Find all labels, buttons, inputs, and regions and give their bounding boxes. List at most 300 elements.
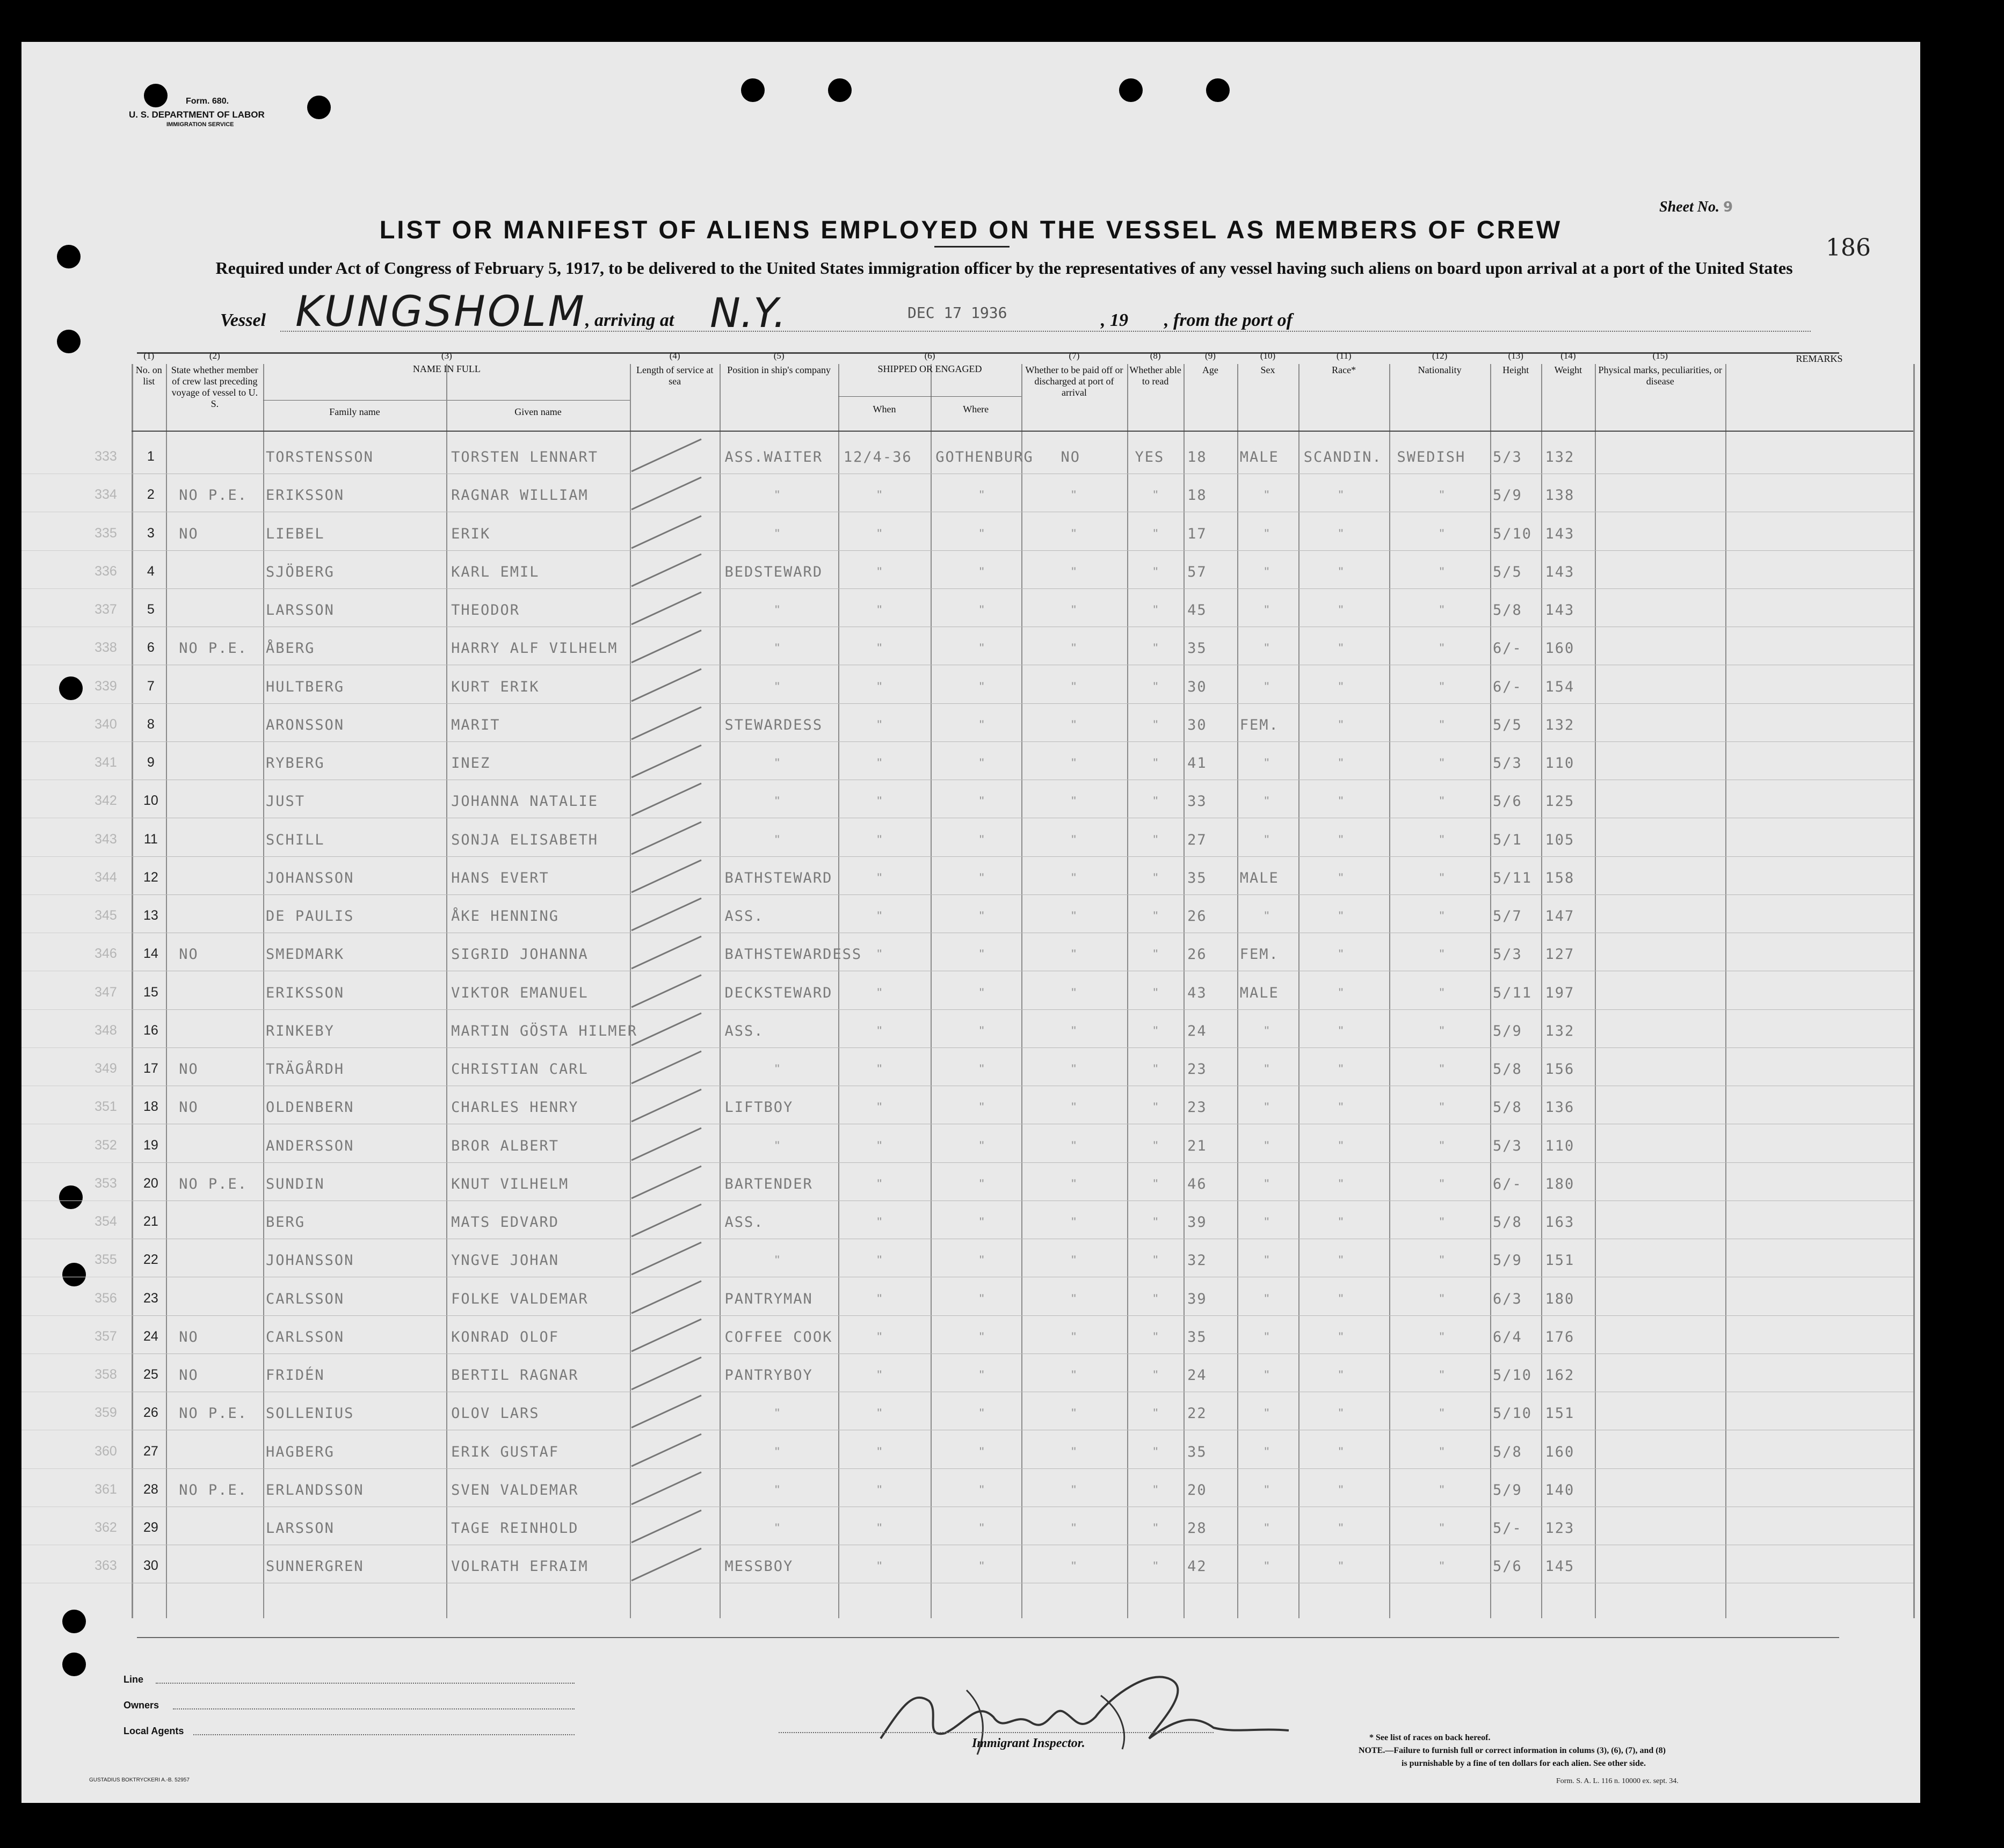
position: ASS.	[724, 1022, 764, 1039]
sex: FEM.	[1239, 946, 1279, 963]
punch-hole	[307, 96, 331, 119]
position-ditto: "	[775, 756, 780, 771]
height: 5/8	[1492, 602, 1522, 619]
line-number: 339	[95, 678, 117, 694]
given-name: OLOV LARS	[451, 1405, 540, 1422]
paid-ditto: "	[1071, 1406, 1076, 1421]
nationality-ditto: "	[1439, 909, 1444, 924]
read-ditto: "	[1153, 1368, 1158, 1383]
nationality-ditto: "	[1439, 1291, 1444, 1306]
local-agents-label: Local Agents	[124, 1726, 184, 1736]
column-number: (4)	[669, 351, 680, 361]
age: 42	[1187, 1558, 1207, 1575]
margin-rule	[21, 1047, 132, 1048]
age: 18	[1187, 487, 1207, 504]
sex-ditto: "	[1264, 1444, 1269, 1459]
line-number: 363	[95, 1558, 117, 1574]
line-number: 335	[95, 525, 117, 541]
position: ASS.	[724, 1214, 764, 1231]
family-name: ERLANDSSON	[266, 1481, 364, 1498]
row-number: 16	[143, 1022, 158, 1038]
given-name: SONJA ELISABETH	[451, 831, 599, 848]
nationality-ditto: "	[1439, 1559, 1444, 1574]
given-name: YNGVE JOHAN	[451, 1252, 559, 1269]
paid-ditto: "	[1071, 1176, 1076, 1191]
local-agents-field	[193, 1734, 575, 1735]
column-number: (5)	[773, 351, 785, 361]
punch-hole	[62, 1653, 86, 1676]
where-ditto: "	[979, 1215, 984, 1230]
date-stamp: DEC 17 1936	[907, 304, 1007, 322]
paid-ditto: "	[1071, 1559, 1076, 1574]
paid-ditto: "	[1071, 1329, 1076, 1344]
family-name: RYBERG	[266, 755, 325, 772]
when-ditto: "	[877, 526, 882, 541]
race-ditto: "	[1338, 1521, 1344, 1536]
where-ditto: "	[979, 641, 984, 656]
height: 5/-	[1492, 1520, 1522, 1537]
read-ditto: "	[1153, 1329, 1158, 1344]
column-label: Whether able to read	[1129, 365, 1181, 387]
position-ditto: "	[775, 603, 780, 618]
position-ditto: "	[775, 1406, 780, 1421]
race-ditto: "	[1338, 603, 1344, 618]
punch-hole	[741, 78, 765, 102]
service-name: IMMIGRATION SERVICE	[166, 121, 234, 128]
height: 5/6	[1492, 793, 1522, 810]
column-number: (3)	[441, 351, 452, 361]
when-ditto: "	[877, 1368, 882, 1383]
paid-ditto: "	[1071, 488, 1076, 503]
weight: 180	[1545, 1290, 1575, 1307]
weight: 180	[1545, 1175, 1575, 1192]
line-number: 354	[95, 1214, 117, 1229]
row-number: 9	[147, 755, 155, 770]
row-number: 1	[147, 449, 155, 464]
when-ditto: "	[877, 564, 882, 579]
age: 26	[1187, 946, 1207, 963]
race-ditto: "	[1338, 1329, 1344, 1344]
height: 5/9	[1492, 487, 1522, 504]
race-ditto: "	[1338, 641, 1344, 656]
row-number: 20	[143, 1175, 158, 1191]
where-ditto: "	[979, 909, 984, 924]
position: LIFTBOY	[724, 1099, 794, 1116]
column-subheader: When	[873, 404, 896, 415]
family-name: ERIKSSON	[266, 487, 345, 504]
line-number: 343	[95, 831, 117, 847]
row-number: 10	[143, 793, 158, 809]
service-slash	[626, 778, 707, 821]
height: 6/3	[1492, 1290, 1522, 1307]
sex-ditto: "	[1264, 794, 1269, 809]
age: 43	[1187, 984, 1207, 1001]
read-ditto: "	[1153, 1559, 1158, 1574]
column-label: Weight	[1554, 365, 1582, 376]
sheet-number	[1659, 199, 1733, 216]
prev-voyage: NO	[179, 1061, 199, 1078]
height: 5/10	[1492, 1367, 1532, 1384]
sex-ditto: "	[1264, 1253, 1269, 1268]
prev-voyage: NO	[179, 946, 199, 963]
when-ditto: "	[877, 1100, 882, 1115]
paid-ditto: "	[1071, 1291, 1076, 1306]
column-header	[1022, 350, 1127, 398]
owners-field	[173, 1708, 575, 1709]
sex: MALE	[1239, 984, 1279, 1001]
family-name: ARONSSON	[266, 716, 345, 733]
family-name: ÅBERG	[266, 640, 315, 657]
given-name: KNUT VILHELM	[451, 1175, 569, 1192]
margin-rule	[21, 588, 132, 589]
position: BARTENDER	[724, 1175, 813, 1192]
punch-hole	[1206, 78, 1230, 102]
weight: 138	[1545, 487, 1575, 504]
page-number: 186	[1826, 234, 1871, 261]
height: 6/-	[1492, 1175, 1522, 1192]
service-slash	[626, 472, 707, 515]
service-slash	[626, 740, 707, 783]
race-ditto: "	[1338, 1368, 1344, 1383]
given-name: HARRY ALF VILHELM	[451, 640, 618, 657]
line-number: 357	[95, 1328, 117, 1344]
when-ditto: "	[877, 1215, 882, 1230]
where-ditto: "	[979, 756, 984, 771]
margin-rule	[21, 1162, 132, 1163]
sex-ditto: "	[1264, 1559, 1269, 1574]
nationality-ditto: "	[1439, 1329, 1444, 1344]
race-ditto: "	[1338, 1559, 1344, 1574]
age: 24	[1187, 1367, 1207, 1384]
where-ditto: "	[979, 1253, 984, 1268]
height: 5/9	[1492, 1022, 1522, 1039]
race-ditto: "	[1338, 564, 1344, 579]
row-rule	[132, 1468, 1913, 1469]
race-ditto: "	[1338, 870, 1344, 885]
line-number: 353	[95, 1175, 117, 1191]
paid-ditto: "	[1071, 1062, 1076, 1077]
family-name: FRIDÉN	[266, 1367, 325, 1384]
race-footnote: * See list of races on back hereof.	[1369, 1733, 1491, 1742]
column-number: (1)	[143, 351, 155, 361]
age: 23	[1187, 1099, 1207, 1116]
row-rule	[132, 894, 1913, 895]
printer-mark: GUSTADIUS BOKTRYCKERI A.-B. 52957	[89, 1777, 190, 1783]
age: 21	[1187, 1137, 1207, 1154]
row-number: 17	[143, 1061, 158, 1076]
sex-ditto: "	[1264, 679, 1269, 694]
read-ditto: "	[1153, 832, 1158, 847]
paid-ditto: "	[1071, 603, 1076, 618]
nationality-ditto: "	[1439, 526, 1444, 541]
sex-ditto: "	[1264, 1215, 1269, 1230]
age: 22	[1187, 1405, 1207, 1422]
where-ditto: "	[979, 870, 984, 885]
sheet-value: 9	[1723, 199, 1733, 215]
given-name: MARTIN GÖSTA HILMER	[451, 1022, 638, 1039]
weight: 151	[1545, 1252, 1575, 1269]
column-number: (15)	[1652, 351, 1668, 361]
line-number: 352	[95, 1137, 117, 1153]
when-ditto: "	[877, 488, 882, 503]
column-label: SHIPPED OR ENGAGED	[877, 363, 982, 375]
service-slash	[626, 702, 707, 745]
given-name: INEZ	[451, 755, 491, 772]
line-number: 333	[95, 449, 117, 464]
height: 5/6	[1492, 1558, 1522, 1575]
nationality-ditto: "	[1439, 870, 1444, 885]
line-number: 337	[95, 602, 117, 617]
sex-ditto: "	[1264, 1176, 1269, 1191]
margin-rule	[21, 856, 132, 857]
when-ditto: "	[877, 1138, 882, 1153]
where-ditto: "	[979, 526, 984, 541]
manifest-sheet	[21, 42, 1920, 1803]
given-name: ÅKE HENNING	[451, 908, 559, 925]
weight: 158	[1545, 869, 1575, 886]
height: 5/3	[1492, 946, 1522, 963]
paid-ditto: "	[1071, 909, 1076, 924]
prev-voyage: NO	[179, 1367, 199, 1384]
position: BATHSTEWARD	[724, 869, 833, 886]
race: SCANDIN.	[1303, 449, 1382, 466]
service-slash	[626, 1276, 707, 1319]
when-ditto: "	[877, 947, 882, 962]
family-name: DE PAULIS	[266, 908, 354, 925]
paid-ditto: "	[1071, 832, 1076, 847]
service-slash	[626, 1237, 707, 1280]
where-ditto: "	[979, 1138, 984, 1153]
height: 5/10	[1492, 1405, 1532, 1422]
department-name: U. S. DEPARTMENT OF LABOR	[129, 110, 265, 120]
sheet-label: Sheet No.	[1659, 199, 1719, 215]
where-ditto: "	[979, 947, 984, 962]
row-rule	[132, 1009, 1913, 1010]
read-ditto: "	[1153, 679, 1158, 694]
weight: 105	[1545, 831, 1575, 848]
line-number: 355	[95, 1252, 117, 1268]
when-ditto: "	[877, 1291, 882, 1306]
family-name: HAGBERG	[266, 1443, 335, 1460]
service-slash	[626, 1505, 707, 1548]
column-label: REMARKS	[1796, 353, 1843, 365]
position: DECKSTEWARD	[724, 984, 833, 1001]
punch-hole	[828, 78, 852, 102]
height: 5/8	[1492, 1214, 1522, 1231]
shipped-where: GOTHENBURG	[935, 449, 1034, 466]
prev-voyage: NO	[179, 525, 199, 542]
column-label: No. on list	[135, 365, 162, 387]
nationality-ditto: "	[1439, 947, 1444, 962]
column-header	[133, 350, 165, 387]
sex-ditto: "	[1264, 1100, 1269, 1115]
position: COFFEE COOK	[724, 1328, 833, 1345]
row-rule	[132, 1047, 1913, 1048]
read-ditto: "	[1153, 794, 1158, 809]
punch-hole	[62, 1263, 86, 1286]
weight: 197	[1545, 984, 1575, 1001]
row-rule	[132, 741, 1913, 742]
column-header	[1390, 350, 1489, 376]
paid-ditto: "	[1071, 1100, 1076, 1115]
column-header	[1491, 350, 1540, 376]
weight: 156	[1545, 1061, 1575, 1078]
where-ditto: "	[979, 1521, 984, 1536]
vessel-value: KUNGSHOLM	[295, 288, 586, 336]
given-name: ERIK	[451, 525, 491, 542]
where-ditto: "	[979, 717, 984, 732]
column-label: NAME IN FULL	[412, 363, 481, 375]
family-name: RINKEBY	[266, 1022, 335, 1039]
paid-ditto: "	[1071, 1253, 1076, 1268]
where-ditto: "	[979, 1176, 984, 1191]
nationality-ditto: "	[1439, 1100, 1444, 1115]
line-number: 347	[95, 984, 117, 1000]
line-number: 338	[95, 640, 117, 656]
service-slash	[626, 434, 707, 477]
nationality-ditto: "	[1439, 564, 1444, 579]
nationality-ditto: "	[1439, 1482, 1444, 1497]
family-name: SJÖBERG	[266, 563, 335, 580]
where-ditto: "	[979, 1482, 984, 1497]
service-slash	[626, 1352, 707, 1395]
service-slash	[626, 1429, 707, 1472]
given-name: FOLKE VALDEMAR	[451, 1290, 589, 1307]
where-ditto: "	[979, 1329, 984, 1344]
family-name: SUNNERGREN	[266, 1558, 364, 1575]
when-ditto: "	[877, 717, 882, 732]
line-number: 358	[95, 1367, 117, 1383]
where-ditto: "	[979, 1100, 984, 1115]
family-name: CARLSSON	[266, 1290, 345, 1307]
race-ditto: "	[1338, 1482, 1344, 1497]
read-ditto: "	[1153, 603, 1158, 618]
family-name: LIEBEL	[266, 525, 325, 542]
age: 39	[1187, 1290, 1207, 1307]
sex-ditto: "	[1264, 1521, 1269, 1536]
row-number: 22	[143, 1252, 158, 1268]
punch-hole	[1119, 78, 1143, 102]
row-number: 4	[147, 563, 155, 579]
paid-ditto: "	[1071, 985, 1076, 1000]
given-name: ERIK GUSTAF	[451, 1443, 559, 1460]
nationality-ditto: "	[1439, 1138, 1444, 1153]
age: 45	[1187, 602, 1207, 619]
paid-ditto: "	[1071, 564, 1076, 579]
height: 5/9	[1492, 1481, 1522, 1498]
line-number: 362	[95, 1520, 117, 1536]
where-ditto: "	[979, 794, 984, 809]
row-number: 14	[143, 946, 158, 962]
weight: 140	[1545, 1481, 1575, 1498]
height: 5/9	[1492, 1252, 1522, 1269]
sex-ditto: "	[1264, 1368, 1269, 1383]
age: 35	[1187, 640, 1207, 657]
prev-voyage: NO P.E.	[179, 487, 248, 504]
line-number: 361	[95, 1481, 117, 1497]
race-ditto: "	[1338, 1100, 1344, 1115]
header-bottom-line	[132, 431, 1913, 432]
column-divider	[1913, 364, 1915, 1618]
age: 17	[1187, 525, 1207, 542]
read-ditto: "	[1153, 756, 1158, 771]
nationality-ditto: "	[1439, 756, 1444, 771]
when-ditto: "	[877, 832, 882, 847]
sex-ditto: "	[1264, 1291, 1269, 1306]
row-rule	[132, 1162, 1913, 1163]
where-ditto: "	[979, 603, 984, 618]
punch-hole	[62, 1610, 86, 1633]
age: 27	[1187, 831, 1207, 848]
service-slash	[626, 587, 707, 630]
given-name: CHRISTIAN CARL	[451, 1061, 589, 1078]
weight: 136	[1545, 1099, 1575, 1116]
when-ditto: "	[877, 1521, 882, 1536]
weight: 176	[1545, 1328, 1575, 1345]
service-slash	[626, 1199, 707, 1242]
line-number: 356	[95, 1290, 117, 1306]
race-ditto: "	[1338, 909, 1344, 924]
row-number: 11	[143, 831, 158, 847]
column-label: Race*	[1332, 365, 1356, 376]
height: 6/-	[1492, 678, 1522, 695]
row-rule	[132, 703, 1913, 704]
read-ditto: "	[1153, 1482, 1158, 1497]
age: 35	[1187, 1328, 1207, 1345]
margin-rule	[21, 1009, 132, 1010]
when-ditto: "	[877, 756, 882, 771]
weight: 125	[1545, 793, 1575, 810]
weight: 143	[1545, 525, 1575, 542]
nationality-ditto: "	[1439, 717, 1444, 732]
column-subheader: Given name	[514, 406, 562, 417]
weight: 154	[1545, 678, 1575, 695]
nationality-ditto: "	[1439, 1176, 1444, 1191]
inspector-label: Immigrant Inspector.	[972, 1736, 1085, 1750]
column-number: (7)	[1069, 351, 1080, 361]
given-name: TORSTEN LENNART	[451, 449, 599, 466]
row-rule	[132, 1315, 1913, 1316]
given-name: CHARLES HENRY	[451, 1099, 579, 1116]
arriving-value: N.Y.	[710, 289, 786, 337]
given-name: BERTIL RAGNAR	[451, 1367, 579, 1384]
race-ditto: "	[1338, 1406, 1344, 1421]
read-ditto: "	[1153, 564, 1158, 579]
read-ditto: "	[1153, 526, 1158, 541]
position: MESSBOY	[724, 1558, 794, 1575]
nationality-ditto: "	[1439, 1406, 1444, 1421]
race-ditto: "	[1338, 1176, 1344, 1191]
family-name: SMEDMARK	[266, 946, 345, 963]
note-line-1: NOTE.—Failure to furnish full or correct information in colums (3), (6), (7), and (8)	[1359, 1746, 1666, 1755]
sex-ditto: "	[1264, 909, 1269, 924]
height: 5/7	[1492, 908, 1522, 925]
age: 20	[1187, 1481, 1207, 1498]
column-header	[167, 350, 262, 410]
given-name: VOLRATH EFRAIM	[451, 1558, 589, 1575]
position: BEDSTEWARD	[724, 563, 823, 580]
line-number: 341	[95, 755, 117, 770]
where-ditto: "	[979, 985, 984, 1000]
paid-ditto: "	[1071, 947, 1076, 962]
family-name: OLDENBERN	[266, 1099, 354, 1116]
line-label: Line	[124, 1674, 144, 1685]
position: ASS.	[724, 908, 764, 925]
row-number: 26	[143, 1405, 158, 1421]
when-ditto: "	[877, 1444, 882, 1459]
race-ditto: "	[1338, 832, 1344, 847]
race-ditto: "	[1338, 679, 1344, 694]
